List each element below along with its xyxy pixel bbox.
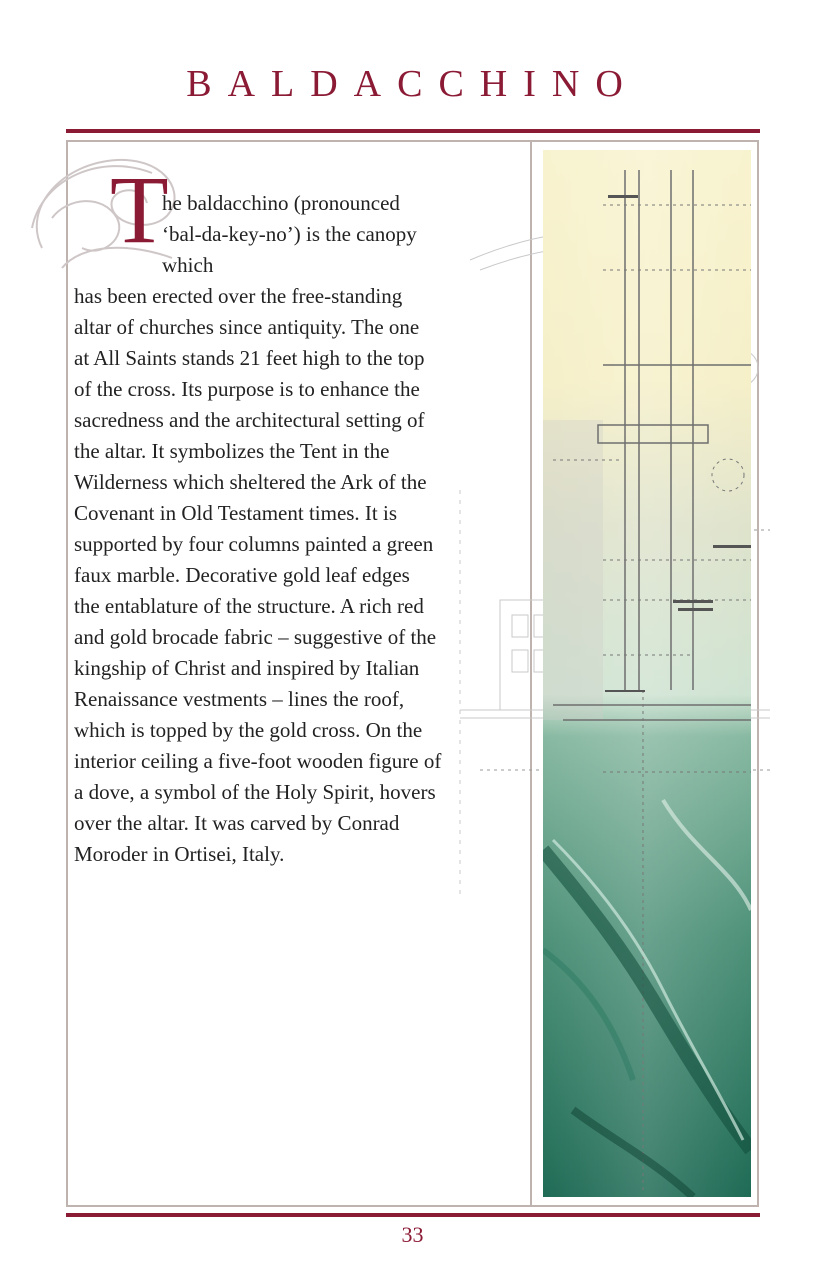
page-number: 33 xyxy=(401,1222,424,1247)
body-line: altar of churches since antiquity. The one xyxy=(74,315,420,339)
page-title: BALDACCHINO xyxy=(186,63,639,105)
body-line: Moroder in Ortisei, Italy. xyxy=(74,842,285,866)
intro-line: ‘bal-da-key-no’) is the canopy xyxy=(162,222,417,246)
body-line: Wilderness which sheltered the Ark of the xyxy=(74,470,427,494)
body-line: has been erected over the free-standing xyxy=(74,284,403,308)
body-line: the altar. It symbolizes the Tent in the xyxy=(74,439,390,463)
body-line: sacredness and the architectural setting of xyxy=(74,408,425,432)
body-line: over the altar. It was carved by Conrad xyxy=(74,811,400,835)
body-line: Renaissance vestments – lines the roof, xyxy=(74,687,405,711)
body-line: and gold brocade fabric – suggestive of the xyxy=(74,625,437,649)
body-paragraph xyxy=(74,281,484,870)
marble-drawing-panel xyxy=(543,150,751,1197)
body-line: at All Saints stands 21 feet high to the top xyxy=(74,346,425,370)
body-line: interior ceiling a five-foot wooden figure of xyxy=(74,749,442,773)
panel-artwork xyxy=(543,150,751,1197)
footer-rule xyxy=(66,1213,760,1217)
intro-paragraph xyxy=(162,188,462,281)
body-line: of the cross. Its purpose is to enhance the xyxy=(74,377,420,401)
drop-cap: T xyxy=(110,156,169,263)
body-line: the entablature of the structure. A rich red xyxy=(74,594,424,618)
body-line: which is topped by the gold cross. On the xyxy=(74,718,423,742)
intro-line: which xyxy=(162,253,214,277)
body-line: Covenant in Old Testament times. It is xyxy=(74,501,398,525)
body-line: a dove, a symbol of the Holy Spirit, hovers xyxy=(74,780,436,804)
body-line: kingship of Christ and inspired by Italian xyxy=(74,656,420,680)
body-line: faux marble. Decorative gold leaf edges xyxy=(74,563,410,587)
body-line: supported by four columns painted a green xyxy=(74,532,434,556)
intro-line: he baldacchino (pronounced xyxy=(162,191,400,215)
